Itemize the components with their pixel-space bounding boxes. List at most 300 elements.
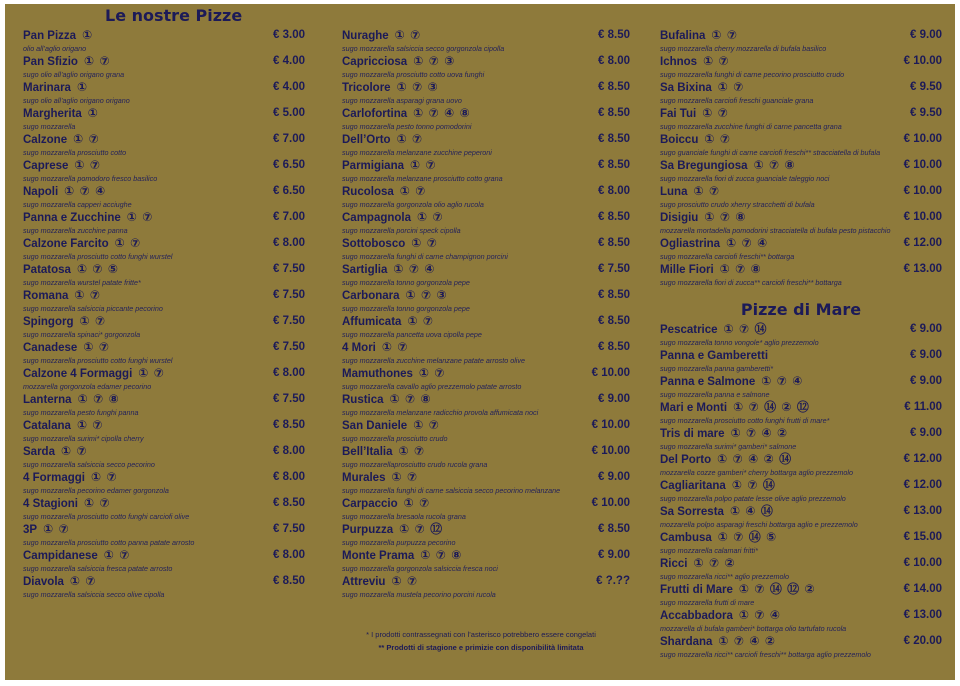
menu-item-heading <box>23 313 106 330</box>
menu-item-row <box>342 496 630 511</box>
menu-item-heading <box>342 105 471 122</box>
pizza-name: Nuraghe <box>342 30 389 42</box>
pizza-name: Calzone <box>23 134 68 146</box>
allergen-icons: ① ⑦ <box>717 80 745 94</box>
pizza-ingredients: sugo mozzarella ricci** aglio prezzemolo <box>660 572 790 581</box>
pizza-ingredients: sugo olio all’aglio origano origano <box>23 96 130 105</box>
menu-item <box>23 54 305 80</box>
allergen-icons: ① ⑦ ⑭ ⑤ <box>717 530 778 544</box>
allergen-icons: ① ⑦ <box>381 340 409 354</box>
menu-item-row <box>23 548 305 563</box>
menu-item <box>342 392 630 418</box>
menu-item <box>342 106 630 132</box>
menu-item-row <box>23 314 305 329</box>
menu-item-heading <box>660 183 720 200</box>
menu-item-heading <box>342 261 436 278</box>
allergen-icons: ① ⑦ ⑧ <box>77 392 120 406</box>
allergen-icons: ① <box>87 106 99 120</box>
menu-item-row <box>23 262 305 277</box>
pizza-ingredients: sugo mozzarella prosciutto cotto funghi wurstel <box>23 356 173 365</box>
menu-item <box>23 470 305 496</box>
menu-panel <box>5 4 955 680</box>
pizza-ingredients: sugo mozzarella purpuzza pecorino <box>342 538 456 547</box>
pizza-name: Marinara <box>23 82 71 94</box>
pizza-name: Canadese <box>23 342 78 354</box>
menu-item <box>660 54 942 80</box>
pizza-name: Margherita <box>23 108 82 120</box>
pizza-name: Murales <box>342 472 386 484</box>
pizza-name: Fai Tui <box>660 108 697 120</box>
pizza-price: € 14.00 <box>903 583 942 595</box>
allergen-icons: ① ⑦ ④ ⑧ <box>413 106 471 120</box>
pizza-ingredients: sugo mozzarella pancetta uova cipolla pepe <box>342 330 482 339</box>
menu-item-heading <box>660 477 776 494</box>
menu-item-heading <box>342 79 439 96</box>
pizza-name: Pan Sfizio <box>23 56 78 68</box>
pizza-ingredients: sugo mozzarella calamari fritti* <box>660 546 758 555</box>
menu-item <box>342 236 630 262</box>
allergen-icons: ① ⑦ <box>391 470 419 484</box>
menu-item <box>660 608 942 634</box>
menu-item-heading <box>342 547 462 564</box>
pizza-ingredients: olio all’aglio origano <box>23 44 87 53</box>
allergen-icons: ① ⑦ <box>403 496 431 510</box>
menu-item <box>23 132 305 158</box>
pizza-price: € 8.50 <box>598 315 630 327</box>
pizza-name: Luna <box>660 186 688 198</box>
pizza-ingredients: sugo mozzarellaprosciutto crudo rucola grana <box>342 460 488 469</box>
pizza-name: Del Porto <box>660 454 712 466</box>
menu-item-heading <box>23 261 119 278</box>
pizza-price: € 8.50 <box>273 419 305 431</box>
menu-item-row <box>342 54 630 69</box>
allergen-icons: ① ⑦ ④ <box>761 374 804 388</box>
pizza-ingredients: sugo mozzarella salsiccia fresca patate arrosto <box>23 564 173 573</box>
pizza-ingredients: sugo mozzarella cherry mozzarella di bufala basilico <box>660 44 827 53</box>
pizza-name: Campidanese <box>23 550 98 562</box>
menu-item-row <box>660 478 942 493</box>
pizza-price: € 8.50 <box>598 237 630 249</box>
pizza-price: € 8.00 <box>273 445 305 457</box>
pizza-ingredients: sugo mozzarella prosciutto cotto <box>23 148 127 157</box>
pizza-name: Affumicata <box>342 316 402 328</box>
pizza-name: Mari e Monti <box>660 402 728 414</box>
pizza-ingredients: mozzarella polpo asparagi freschi bottarga aglio e prezzemolo <box>660 520 858 529</box>
menu-item-heading <box>660 581 816 598</box>
menu-item <box>342 418 630 444</box>
pizza-price: € 11.00 <box>904 401 942 413</box>
pizza-name: Frutti di Mare <box>660 584 733 596</box>
pizza-name: Cambusa <box>660 532 712 544</box>
menu-item-row <box>660 556 942 571</box>
allergen-icons: ① ⑦ ③ <box>405 288 448 302</box>
menu-item <box>342 470 630 496</box>
pizza-name: Parmigiana <box>342 160 404 172</box>
pizza-ingredients: sugo mozzarella pesto funghi panna <box>23 408 139 417</box>
pizza-price: € 7.50 <box>598 263 630 275</box>
pizza-name: Pan Pizza <box>23 30 77 42</box>
pizza-price: € 8.50 <box>598 289 630 301</box>
menu-item <box>23 210 305 236</box>
pizza-ingredients: sugo mozzarella prosciutto cotto funghi wurstel <box>23 252 173 261</box>
pizza-ingredients: sugo mozzarella porcini speck cipolla <box>342 226 461 235</box>
menu-item-row <box>660 262 942 277</box>
menu-item-heading <box>23 469 118 486</box>
menu-item-heading <box>660 529 777 546</box>
menu-item-heading <box>660 451 792 468</box>
menu-item <box>23 392 305 418</box>
menu-item-heading <box>342 391 432 408</box>
pizza-name: Carpaccio <box>342 498 398 510</box>
allergen-icons: ① ⑦ ④ ② <box>730 426 789 440</box>
menu-item <box>342 522 630 548</box>
pizza-ingredients: sugo mozzarella fiori di zucca** carciofi freschi** bottarga <box>660 278 842 287</box>
menu-item-row <box>342 470 630 485</box>
pizza-price: € 9.50 <box>910 81 942 93</box>
allergen-icons: ① ⑦ ⑭ ② ⑫ <box>733 400 810 414</box>
allergen-icons: ① ⑦ <box>79 314 107 328</box>
pizza-price: € 9.00 <box>598 471 630 483</box>
pizza-price: € 8.00 <box>273 471 305 483</box>
menu-item-row <box>660 426 942 441</box>
menu-item-row <box>660 236 942 251</box>
allergen-icons: ① ⑦ ⑧ <box>389 392 432 406</box>
pizza-price: € 8.50 <box>598 211 630 223</box>
menu-item <box>660 210 942 236</box>
pizza-name: 4 Stagioni <box>23 498 78 510</box>
pizza-name: 4 Mori <box>342 342 376 354</box>
menu-item <box>660 556 942 582</box>
allergen-icons: ① ⑦ ⑧ <box>719 262 762 276</box>
pizza-ingredients: sugo mozzarella asparagi grana uovo <box>342 96 462 105</box>
pizza-ingredients: sugo mozzarella surimi* gamberi* salmone <box>660 442 797 451</box>
pizza-name: Accabbadora <box>660 610 733 622</box>
pizza-price: € 9.00 <box>910 323 942 335</box>
menu-item-row <box>23 470 305 485</box>
menu-item-heading <box>342 313 434 330</box>
pizza-ingredients: sugo mozzarella funghi di carne salsiccia secco pecorino melanzane <box>342 486 561 495</box>
pizza-price: € 7.50 <box>273 393 305 405</box>
menu-item-row <box>342 314 630 329</box>
menu-item-row <box>660 582 942 597</box>
pizza-name: Attreviu <box>342 576 386 588</box>
menu-item <box>660 348 942 374</box>
menu-item-heading <box>23 79 88 96</box>
pizza-price: € 8.00 <box>273 367 305 379</box>
menu-item-row <box>660 106 942 121</box>
allergen-icons: ① ⑦ <box>73 132 100 146</box>
allergen-icons: ① ⑦ <box>394 28 422 42</box>
menu-item <box>660 400 942 426</box>
pizza-ingredients: sugo mozzarella funghi di carne pecorino prosciutto crudo <box>660 70 845 79</box>
menu-item <box>23 80 305 106</box>
pizza-name: San Daniele <box>342 420 408 432</box>
pizza-ingredients: sugo mozzarella tonno gorgonzola pepe <box>342 304 470 313</box>
pizza-ingredients: sugo mozzarella cavallo aglio prezzemolo patate arrosto <box>342 382 522 391</box>
menu-item-heading <box>660 503 774 520</box>
menu-item-heading <box>342 365 446 382</box>
allergen-icons: ① ⑦ <box>103 548 131 562</box>
menu-item <box>23 574 305 600</box>
menu-item <box>342 314 630 340</box>
menu-item <box>660 634 942 660</box>
pizza-price: € 9.00 <box>598 393 630 405</box>
pizza-name: 4 Formaggi <box>23 472 85 484</box>
allergen-icons: ① ⑦ <box>391 574 419 588</box>
pizza-ingredients: sugo mozzarella frutti di mare <box>660 598 755 607</box>
pizza-price: € 8.00 <box>273 549 305 561</box>
pizza-ingredients: sugo mozzarella pecorino edamer gorgonzola <box>23 486 169 495</box>
menu-item-heading <box>342 183 426 200</box>
menu-item-heading <box>660 157 796 174</box>
menu-item-row <box>342 522 630 537</box>
menu-item <box>23 28 305 54</box>
allergen-icons: ① ⑦ <box>138 366 165 380</box>
pizza-ingredients: sugo mozzarella prosciutto crudo <box>342 434 448 443</box>
pizza-name: Napoli <box>23 186 59 198</box>
allergen-icons: ① ⑦ ④ ② ⑭ <box>717 452 793 466</box>
allergen-icons: ① ⑦ <box>76 418 104 432</box>
menu-item-row <box>23 522 305 537</box>
allergen-icons: ① ⑦ ③ <box>396 80 439 94</box>
menu-item-row <box>342 366 630 381</box>
menu-item-row <box>342 548 630 563</box>
pizza-ingredients: sugo mozzarella wurstel patate fritte* <box>23 278 141 287</box>
menu-item <box>660 452 942 478</box>
allergen-icons: ① ⑦ <box>83 340 110 354</box>
pizza-price: € 7.50 <box>273 315 305 327</box>
allergen-icons: ① ⑦ <box>60 444 88 458</box>
pizza-ingredients: sugo mozzarella tonno vongole* aglio prezzemolo <box>660 338 819 347</box>
menu-item <box>660 478 942 504</box>
allergen-icons: ① ⑦ ④ <box>738 608 782 622</box>
allergen-icons: ① ④ ⑭ <box>729 504 774 518</box>
pizza-ingredients: sugo mozzarella gorgonzola salsiccia fresca noci <box>342 564 498 573</box>
menu-item-heading <box>23 521 70 538</box>
pizza-price: € 7.00 <box>273 133 305 145</box>
pizza-price: € 9.00 <box>910 375 942 387</box>
pizza-price: € ?.?? <box>596 575 630 587</box>
menu-item-heading <box>23 209 153 226</box>
allergen-icons: ① ⑦ ④ ② <box>718 634 777 648</box>
pizza-name: Sottobosco <box>342 238 406 250</box>
pizza-price: € 10.00 <box>903 133 942 145</box>
pizza-price: € 4.00 <box>273 55 305 67</box>
menu-item-heading <box>660 261 762 278</box>
menu-item <box>23 236 305 262</box>
menu-item <box>342 132 630 158</box>
menu-item-heading <box>660 79 744 96</box>
menu-item-heading <box>23 157 101 174</box>
pizza-name: Calzone 4 Formaggi <box>23 368 133 380</box>
pizza-price: € 10.00 <box>903 557 942 569</box>
menu-item-heading <box>342 287 448 304</box>
menu-item-heading <box>23 131 100 148</box>
menu-item-heading <box>23 417 104 434</box>
menu-item <box>23 496 305 522</box>
allergen-icons: ① <box>82 28 94 42</box>
menu-item-row <box>23 340 305 355</box>
pizza-name: Carlofortina <box>342 108 408 120</box>
allergen-icons: ① ⑦ ⑭ <box>723 322 768 336</box>
menu-item <box>660 262 942 288</box>
pizza-ingredients: sugo mozzarella prosciutto cotto uova funghi <box>342 70 485 79</box>
pizza-name: Boiccu <box>660 134 699 146</box>
pizza-ingredients: sugo mozzarella prosciutto cotto funghi frutti di mare* <box>660 416 830 425</box>
pizza-ingredients: mozzarella mortadella pomodorini stracciatella di bufala pesto pistacchio <box>660 226 891 235</box>
menu-item <box>23 106 305 132</box>
pizze-column-3 <box>660 4 942 660</box>
menu-item-row <box>342 80 630 95</box>
pizza-name: Rucolosa <box>342 186 394 198</box>
menu-item-row <box>23 288 305 303</box>
allergen-icons: ① ⑦ ⑫ <box>399 522 444 536</box>
allergen-icons: ① ⑦ <box>69 574 97 588</box>
pizza-name: Rustica <box>342 394 384 406</box>
menu-item-row <box>23 392 305 407</box>
menu-item-heading <box>660 235 768 252</box>
allergen-icons: ① ⑦ ③ <box>413 54 456 68</box>
pizza-ingredients: sugo mozzarella melanzane zucchine peperoni <box>342 148 492 157</box>
pizza-price: € 8.50 <box>598 133 630 145</box>
menu-item <box>342 184 630 210</box>
menu-item <box>660 132 942 158</box>
menu-item-row <box>660 348 942 363</box>
pizza-ingredients: sugo mozzarella zucchine melanzane patate arrosto olive <box>342 356 525 365</box>
allergen-icons: ① ⑦ ⑤ <box>76 262 120 276</box>
menu-item-row <box>660 54 942 69</box>
menu-item-heading <box>342 235 438 252</box>
pizza-price: € 8.50 <box>598 107 630 119</box>
menu-item-row <box>660 400 942 415</box>
allergen-icons: ① ⑦ <box>418 366 446 380</box>
allergen-icons: ① ⑦ <box>90 470 118 484</box>
allergen-icons: ① ⑦ <box>126 210 154 224</box>
pizza-name: Monte Prama <box>342 550 415 562</box>
allergen-icons: ① ⑦ <box>407 314 435 328</box>
allergen-icons: ① ⑦ <box>399 184 427 198</box>
pizza-price: € 10.00 <box>591 419 630 431</box>
menu-item <box>660 184 942 210</box>
pizza-price: € 9.00 <box>910 29 942 41</box>
menu-item-heading <box>23 443 88 460</box>
menu-item-row <box>660 530 942 545</box>
menu-item <box>342 80 630 106</box>
menu-item-row <box>23 236 305 251</box>
menu-item-row <box>660 608 942 623</box>
menu-item-row <box>342 106 630 121</box>
allergen-icons: ① ⑦ ② <box>693 556 736 570</box>
menu-item <box>660 582 942 608</box>
menu-item-row <box>660 374 942 389</box>
menu-item-row <box>342 340 630 355</box>
allergen-icons: ① ⑦ ⑭ ⑫ ② <box>738 582 816 596</box>
menu-item-row <box>23 132 305 147</box>
menu-item <box>342 262 630 288</box>
menu-item-row <box>23 106 305 121</box>
pizza-ingredients: sugo mozzarella salsiccia secco olive cipolla <box>23 590 165 599</box>
allergen-icons: ① ⑦ ⑭ <box>731 478 776 492</box>
menu-item-heading <box>660 27 738 44</box>
menu-item-row <box>660 184 942 199</box>
allergen-icons: ① ⑦ <box>114 236 142 250</box>
menu-item <box>23 288 305 314</box>
allergen-icons: ① ⑦ <box>43 522 70 536</box>
pizza-price: € 10.00 <box>591 445 630 457</box>
menu-item-row <box>23 496 305 511</box>
pizza-ingredients: sugo mozzarella <box>23 122 76 131</box>
menu-item <box>342 210 630 236</box>
pizza-name: Disigiu <box>660 212 699 224</box>
pizza-price: € 7.00 <box>273 211 305 223</box>
menu-item <box>660 80 942 106</box>
menu-item <box>660 426 942 452</box>
menu-item-row <box>342 288 630 303</box>
allergen-icons: ① <box>76 80 89 94</box>
pizza-name: Purpuzza <box>342 524 394 536</box>
menu-item-heading <box>342 495 430 512</box>
pizza-price: € 10.00 <box>591 367 630 379</box>
pizza-name: Ichnos <box>660 56 698 68</box>
pizza-price: € 9.00 <box>598 549 630 561</box>
menu-item <box>23 158 305 184</box>
pizza-price: € 8.50 <box>598 341 630 353</box>
menu-item-row <box>23 158 305 173</box>
pizza-ingredients: sugo mozzarella mustela pecorino porcini rucola <box>342 590 496 599</box>
pizza-name: Panna e Gamberetti <box>660 350 769 362</box>
pizza-name: Ricci <box>660 558 688 570</box>
pizza-price: € 6.50 <box>273 185 305 197</box>
menu-item-heading <box>660 373 803 390</box>
menu-item-heading <box>660 131 731 148</box>
pizza-price: € 9.50 <box>910 107 942 119</box>
pizza-name: 3P <box>23 524 38 536</box>
pizza-name: Mille Fiori <box>660 264 714 276</box>
pizza-name: Carbonara <box>342 290 400 302</box>
menu-item-row <box>342 158 630 173</box>
menu-item-row <box>342 28 630 43</box>
menu-item-heading <box>342 209 444 226</box>
pizza-ingredients: sugo mozzarella tonno gorgonzola pepe <box>342 278 470 287</box>
menu-item <box>660 236 942 262</box>
menu-item <box>23 366 305 392</box>
menu-item-heading <box>342 469 418 486</box>
menu-item-heading <box>23 105 99 122</box>
pizze-column-1 <box>23 4 305 600</box>
pizza-ingredients: sugo mozzarella prosciutto cotto panna patate arrosto <box>23 538 195 547</box>
pizza-price: € 8.50 <box>598 29 630 41</box>
menu-item-row <box>660 28 942 43</box>
menu-item-heading <box>660 105 729 122</box>
pizza-price: € 12.00 <box>903 453 942 465</box>
menu-item-row <box>660 210 942 225</box>
menu-item-row <box>660 452 942 467</box>
menu-item-row <box>23 366 305 381</box>
pizza-name: Ogliastrina <box>660 238 721 250</box>
pizza-price: € 8.00 <box>273 237 305 249</box>
pizza-name: Sarda <box>23 446 55 458</box>
pizza-ingredients: sugo mozzarella melanzane prosciutto cotto grana <box>342 174 503 183</box>
pizza-name: Bufalina <box>660 30 706 42</box>
menu-item-heading <box>23 235 141 252</box>
pizza-ingredients: sugo mozzarella panna e salmone <box>660 390 770 399</box>
allergen-icons: ① ⑦ <box>417 210 444 224</box>
menu-item-heading <box>23 365 165 382</box>
section-title-pizze: Le nostre Pizze <box>105 6 243 25</box>
pizza-name: Pescatrice <box>660 324 718 336</box>
allergen-icons: ① ⑦ ⑧ <box>704 210 747 224</box>
allergen-icons: ① ⑦ <box>398 444 426 458</box>
